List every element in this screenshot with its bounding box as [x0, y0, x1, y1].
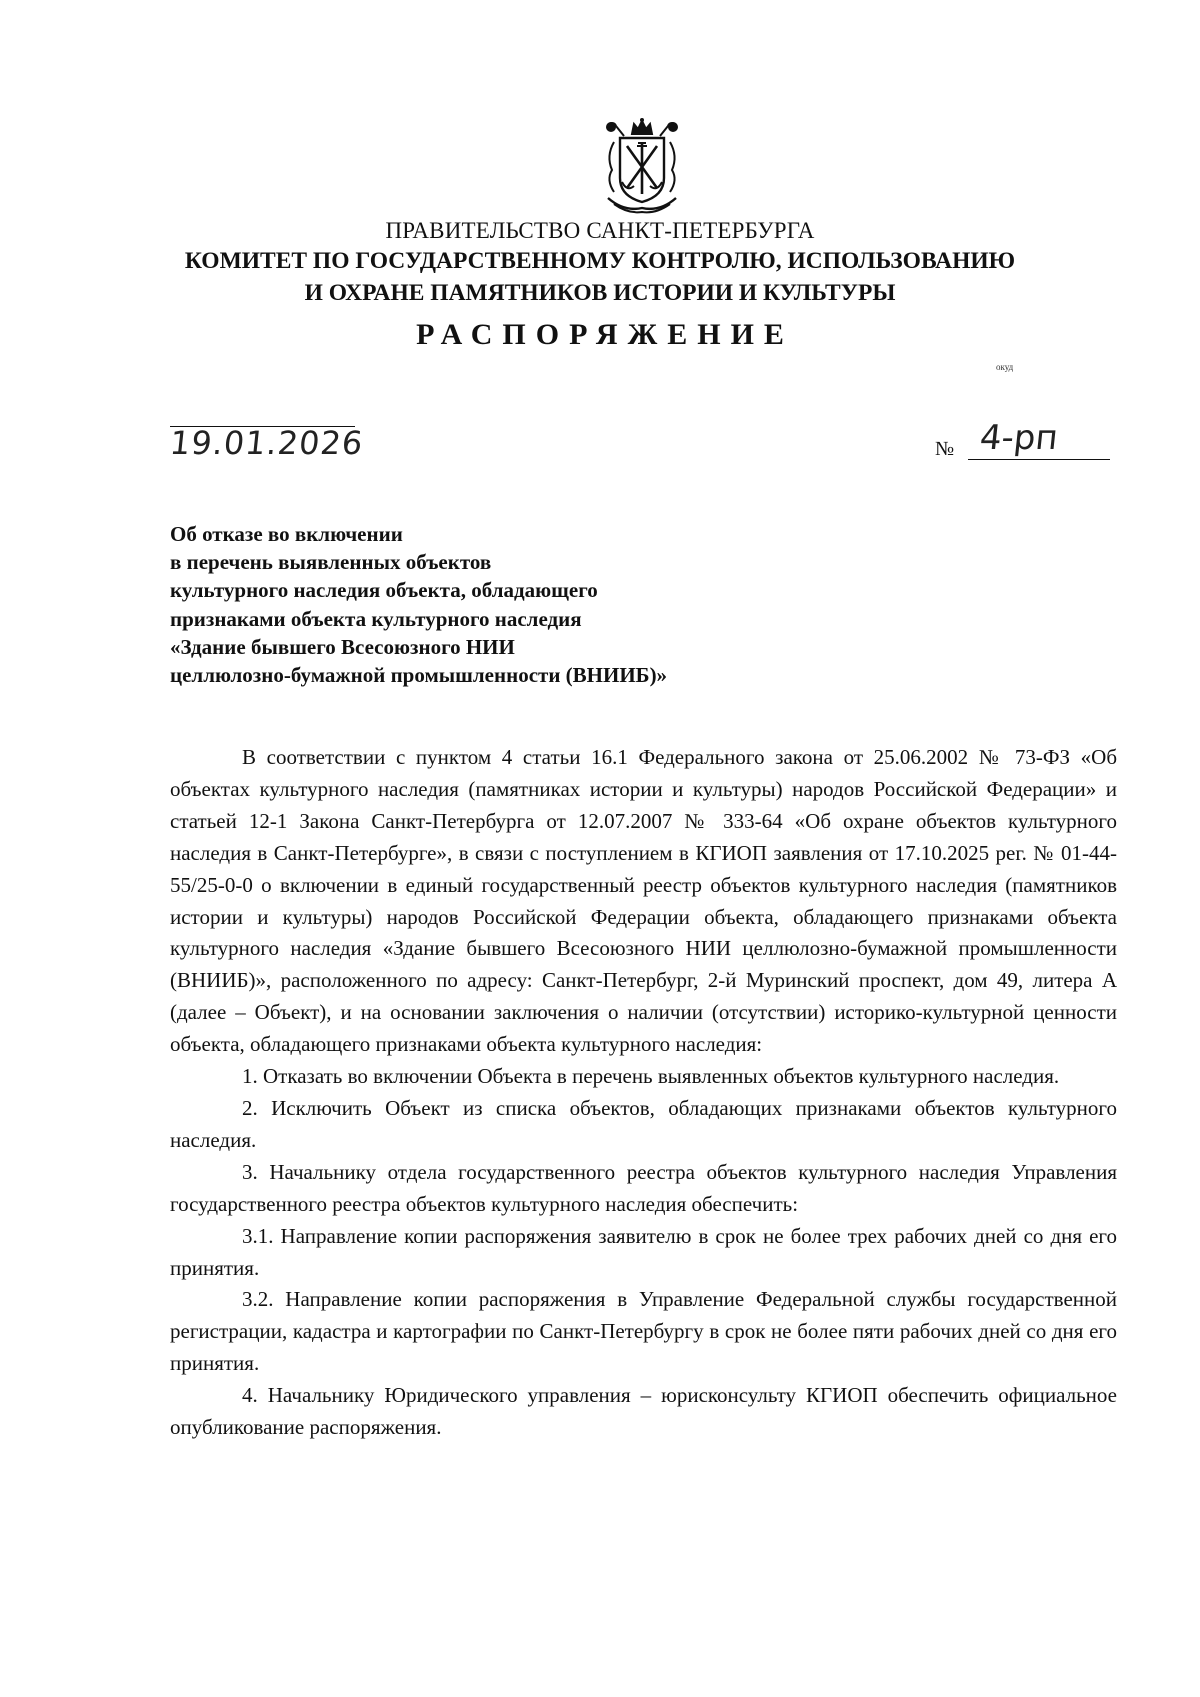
number-underline: [968, 459, 1110, 460]
clause-3: 3. Начальнику отдела государственного реестра объектов культурного наследия Управления государственного реестра объектов культурного наследия обеспечить:: [170, 1159, 1117, 1216]
government-title: ПРАВИТЕЛЬСТВО САНКТ-ПЕТЕРБУРГА: [385, 218, 815, 243]
document-type-title: РАСПОРЯЖЕНИЕ: [416, 318, 794, 351]
preamble-paragraph: В соответствии с пунктом 4 статьи 16.1 Федерального закона от 25.06.2002 № 73-ФЗ «Об объектах культурного наследия (памятниках истории и культуры) народов Российской Федерации» и статьей 12-1 Закона Санкт-Петербурга от 12.07.2007 № 333-64 «Об охране объектов культурного наследия в Санкт-Петербурге», в связи с поступлением в КГИОП заявления от 17.10.2025 рег. № 01-44-55/25-0-0 о включении в единый государственный реестр объектов культурного наследия (памятников истории и культуры) народов Российской Федерации объекта, обладающего признаками объекта культурного наследия «Здание бывшего Всесоюзного НИИ целлюлозно-бумажной промышленности (ВНИИБ)», расположенного по адресу: Санкт-Петербург, 2-й Муринский проспект, дом 49, литера А (далее – Объект), и на основании заключения о наличии (отсутствии) историко-культурной ценности объекта, обладающего признаками объекта культурного наследия:: [170, 745, 1117, 1057]
subject-line: признаками объекта культурного наследия: [170, 606, 582, 631]
document-subject: [170, 520, 790, 689]
subject-line: «Здание бывшего Всесоюзного НИИ: [170, 634, 515, 659]
clause-1: 1. Отказать во включении Объекта в перечень выявленных объектов культурного наследия.: [242, 1064, 1060, 1089]
committee-title-line-1: КОМИТЕТ ПО ГОСУДАРСТВЕННОМУ КОНТРОЛЮ, ИСПОЛЬЗОВАНИЮ: [184, 248, 1016, 274]
clause-3-2: 3.2. Направление копии распоряжения в Управление Федеральной службы государственной регистрации, кадастра и картографии по Санкт-Петербургу в срок не более пяти рабочих дней со дня его принятия.: [170, 1287, 1117, 1376]
document-body: [170, 742, 1117, 1444]
document-date: 19.01.2026: [168, 424, 366, 462]
subject-line: культурного наследия объекта, обладающего: [170, 578, 598, 603]
clause-3-1: 3.1. Направление копии распоряжения заявителю в срок не более трех рабочих дней со дня его принятия.: [170, 1223, 1117, 1280]
okud-label: окуд: [996, 362, 1014, 372]
committee-title-line-2: И ОХРАНЕ ПАМЯТНИКОВ ИСТОРИИ И КУЛЬТУРЫ: [304, 280, 896, 306]
subject-line: целлюлозно-бумажной промышленности (ВНИИБ)»: [170, 663, 668, 688]
clause-4: 4. Начальнику Юридического управления – юрисконсульту КГИОП обеспечить официальное опубликование распоряжения.: [170, 1383, 1117, 1440]
subject-line: Об отказе во включении: [170, 522, 403, 546]
date-underline: [170, 426, 355, 427]
clause-2: 2. Исключить Объект из списка объектов, обладающих признаками объектов культурного наследия.: [170, 1095, 1117, 1152]
coat-of-arms-icon: [594, 116, 690, 216]
number-sign: №: [935, 438, 955, 460]
subject-line: в перечень выявленных объектов: [170, 550, 492, 575]
document-number: 4-рп: [977, 418, 1060, 458]
